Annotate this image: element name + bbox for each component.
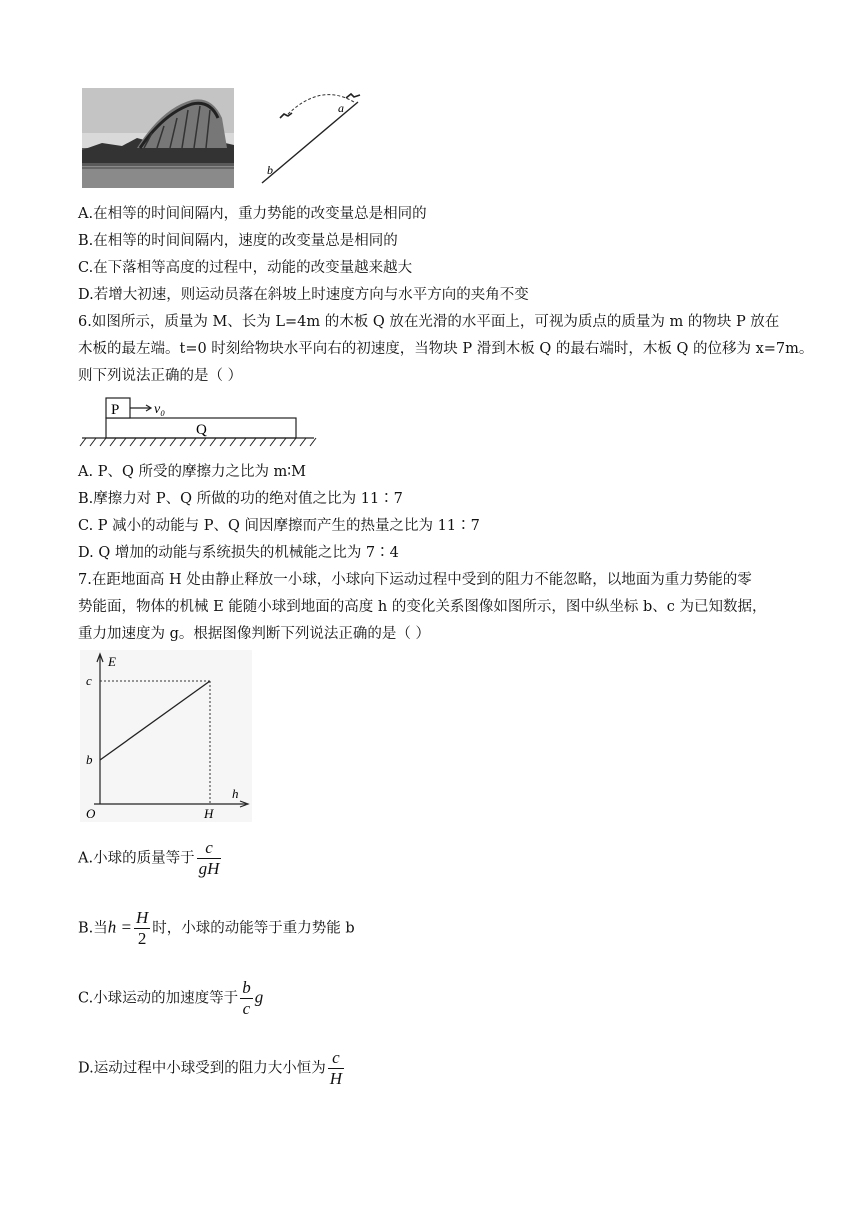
q7-b-denominator: 2 xyxy=(137,929,147,948)
q6-stem-line3: 则下列说法正确的是（ ） xyxy=(78,368,243,384)
ski-jump-photo xyxy=(82,88,234,188)
q7-c-numerator: b xyxy=(242,978,251,997)
q5-option-b: B.在相等的时间间隔内，速度的改变量总是相同的 xyxy=(78,233,398,249)
energy-height-graph xyxy=(80,650,252,822)
q6-stem-line2: 木板的最左端。t=0 时刻给物块水平向右的初速度，当物块 P 滑到木板 Q 的最右端时，木板 Q 的位移为 x=7m。 xyxy=(78,341,814,357)
q7-option-b xyxy=(78,908,355,949)
q7-c-denominator: c xyxy=(242,999,251,1018)
q7-c-fraction xyxy=(240,978,253,1019)
q6-option-d: D. Q 增加的动能与系统损失的机械能之比为 7∶4 xyxy=(78,545,399,561)
q7-b-fraction xyxy=(134,908,150,949)
q7-c-prefix: C.小球运动的加速度等于 xyxy=(78,990,239,1007)
q7-b-prefix: B.当 xyxy=(78,920,108,937)
q7-option-c xyxy=(78,978,263,1019)
tick-c-label: c xyxy=(86,673,92,688)
tick-b-label: b xyxy=(86,752,93,767)
board-q-label: Q xyxy=(196,422,207,438)
q7-stem-line2: 势能面，物体的机械 E 能随小球到地面的高度 h 的变化关系图像如图所示，图中纵坐标 b、c 为已知数据， xyxy=(78,599,767,615)
q7-a-numerator: c xyxy=(197,838,222,859)
q6-option-b: B.摩擦力对 P、Q 所做的功的绝对值之比为 11∶7 xyxy=(78,491,403,507)
label-b: b xyxy=(267,163,273,177)
q5-option-d: D.若增大初速，则运动员落在斜坡上时速度方向与水平方向的夹角不变 xyxy=(78,287,529,303)
label-a: a xyxy=(338,101,344,115)
q7-d-denominator: H xyxy=(329,1069,342,1088)
q7-d-numerator: c xyxy=(328,1048,344,1069)
y-axis-label: E xyxy=(108,654,116,669)
q6-option-c: C. P 减小的动能与 P、Q 间因摩擦而产生的热量之比为 11∶7 xyxy=(78,518,480,534)
q7-option-d xyxy=(78,1048,346,1089)
q7-a-denominator: gH xyxy=(198,859,220,878)
q5-option-a: A.在相等的时间间隔内，重力势能的改变量总是相同的 xyxy=(78,206,427,222)
q7-b-suffix: 时，小球的动能等于重力势能 b xyxy=(152,920,355,937)
q7-stem-line3: 重力加速度为 g。根据图像判断下列说法正确的是（ ） xyxy=(78,626,430,642)
block-p-label: P xyxy=(111,402,120,418)
q7-d-fraction xyxy=(328,1048,344,1089)
q6-option-a: A. P、Q 所受的摩擦力之比为 m∶M xyxy=(78,464,306,480)
q7-stem-line1: 7.在距地面高 H 处由静止释放一小球，小球向下运动过程中受到的阻力不能忽略，以地面为重力势能的零 xyxy=(78,572,752,588)
tick-h-label: H xyxy=(204,806,214,821)
q5-option-c: C.在下落相等高度的过程中，动能的改变量越来越大 xyxy=(78,260,413,276)
q7-a-text: A.小球的质量等于 xyxy=(78,850,195,867)
x-axis-label: h xyxy=(232,786,239,801)
q7-d-prefix: D.运动过程中小球受到的阻力大小恒为 xyxy=(78,1060,326,1077)
trajectory-diagram xyxy=(250,88,380,188)
q7-b-math: h = xyxy=(107,917,132,937)
block-board-diagram xyxy=(78,392,318,450)
q7-c-suffix: g xyxy=(254,987,264,1007)
q6-stem-line1: 6.如图所示，质量为 M、长为 L=4m 的木板 Q 放在光滑的水平面上，可视为质点的质量为 m 的物块 P 放在 xyxy=(78,314,780,330)
q7-b-numerator: H xyxy=(136,908,149,927)
q7-option-a xyxy=(78,838,223,879)
velocity-label: v₀ xyxy=(154,402,166,417)
origin-label: O xyxy=(86,806,96,821)
q7-a-fraction xyxy=(197,838,222,879)
